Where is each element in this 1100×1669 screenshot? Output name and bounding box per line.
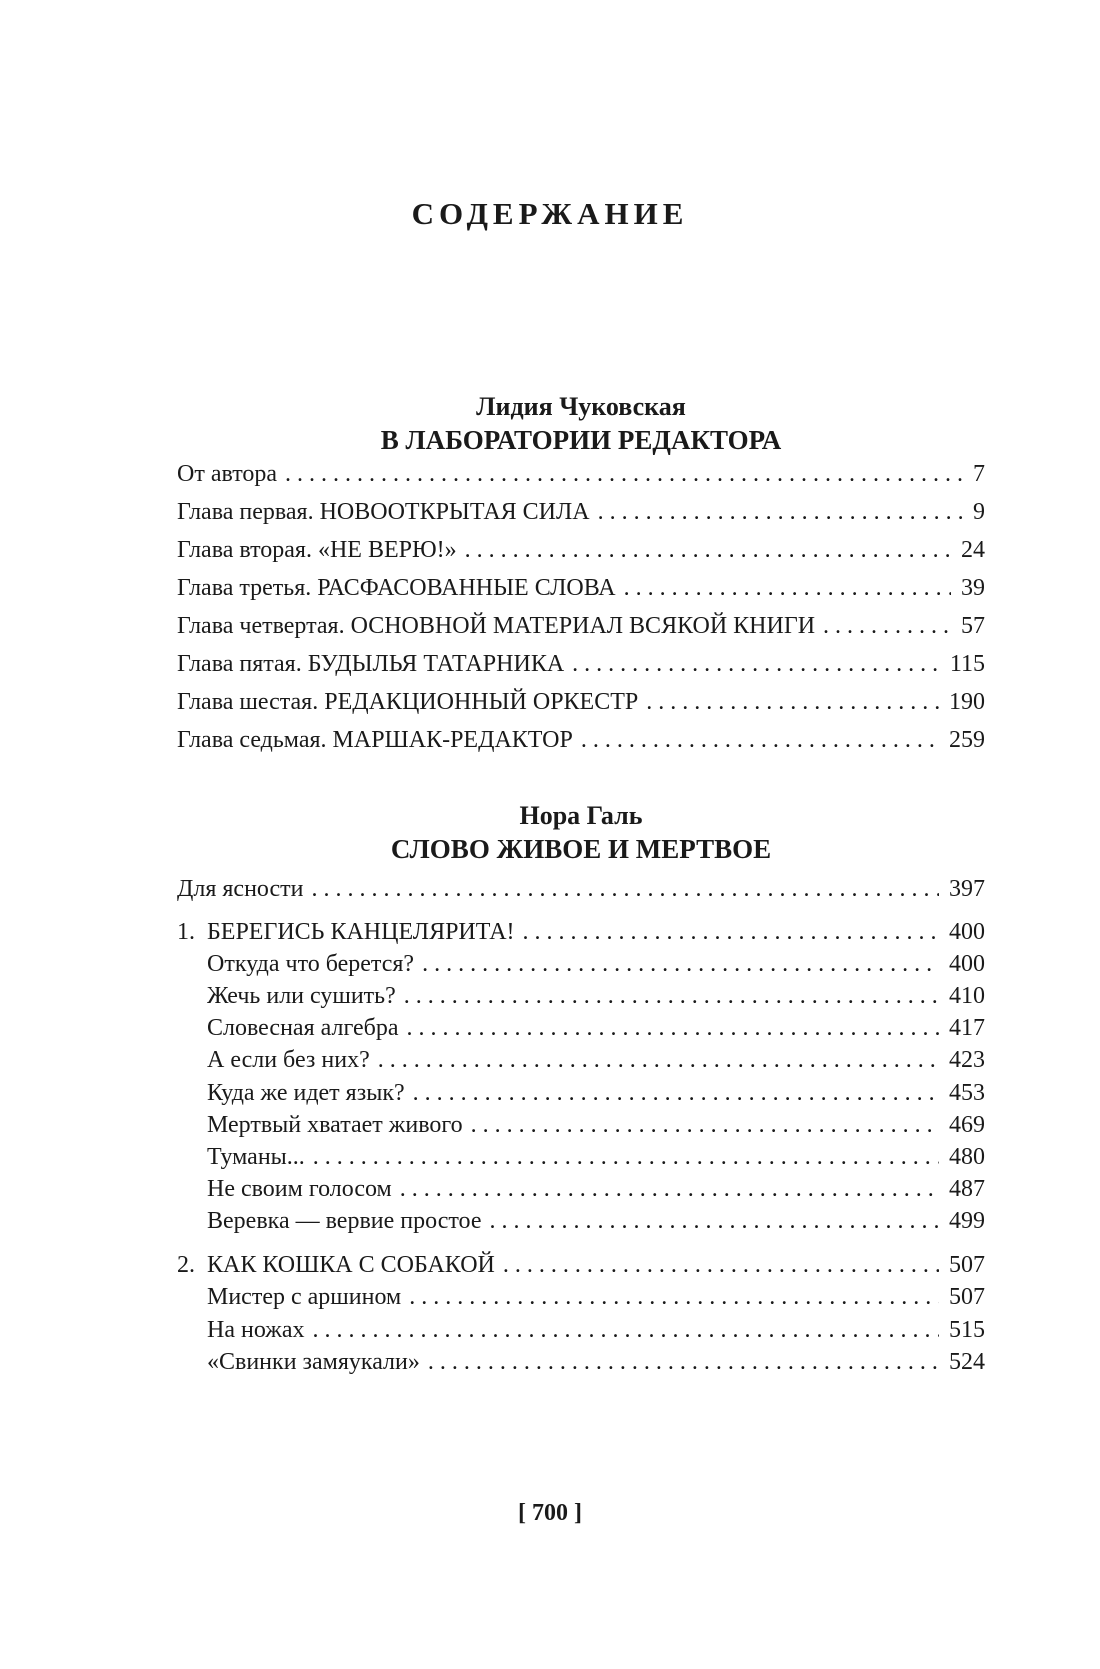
toc-leader-dots [523, 916, 939, 948]
toc-entry-page: 515 [949, 1317, 985, 1343]
toc-entry-page: 410 [949, 983, 985, 1009]
toc-entry[interactable] [177, 458, 985, 490]
toc-entry-page: 24 [961, 537, 985, 563]
toc-subentry[interactable] [207, 948, 985, 980]
toc-leader-dots [312, 1314, 939, 1346]
toc-subentry[interactable] [207, 1281, 985, 1313]
toc-leader-dots [409, 1281, 939, 1313]
toc-leader-dots [404, 980, 939, 1012]
toc-entry-label: Глава пятая. БУДЫЛЬЯ ТАТАРНИКА [177, 651, 565, 677]
toc-leader-dots [581, 724, 939, 756]
section-author: Нора Галь [519, 801, 643, 830]
toc-entry-label: Глава четвертая. ОСНОВНОЙ МАТЕРИАЛ ВСЯКОЙ КНИГИ [177, 613, 816, 639]
toc-subentry[interactable] [207, 1314, 985, 1346]
toc-entry-label: Глава третья. РАСФАСОВАННЫЕ СЛОВА [177, 575, 616, 601]
toc-entry[interactable] [177, 534, 985, 566]
toc-entry-label: Глава вторая. «НЕ ВЕРЮ!» [177, 537, 457, 563]
toc-leader-dots [400, 1173, 939, 1205]
toc-leader-dots [312, 873, 939, 905]
toc-entry-label: А если без них? [207, 1047, 370, 1073]
toc-entry-label: Куда же идет язык? [207, 1080, 405, 1106]
toc-leader-dots [428, 1346, 939, 1378]
toc-entry-label: «Свинки замяукали» [207, 1349, 420, 1375]
toc-leader-dots [503, 1249, 939, 1281]
section-chukovskaya [177, 392, 985, 753]
toc-entry[interactable] [177, 648, 985, 680]
toc-leader-dots [598, 496, 963, 528]
toc-leader-dots [378, 1044, 939, 1076]
toc-entry-label: Откуда что берется? [207, 951, 415, 977]
toc-entry-label: На ножах [207, 1317, 305, 1343]
section-nora-gal [177, 801, 985, 1375]
toc-chapter[interactable] [177, 1249, 985, 1281]
toc-entry[interactable] [177, 724, 985, 756]
page-title: СОДЕРЖАНИЕ [411, 196, 689, 231]
toc-chapter-number: 2. [177, 1252, 195, 1278]
toc-entry-label: Для ясности [177, 876, 304, 902]
toc-entry[interactable] [177, 610, 985, 642]
section-book-title: СЛОВО ЖИВОЕ И МЕРТВОЕ [390, 834, 772, 864]
toc-entry-page: 115 [949, 651, 985, 677]
toc-leader-dots [285, 458, 963, 490]
section-book-title: В ЛАБОРАТОРИИ РЕДАКТОРА [380, 425, 782, 455]
toc-entry-label: Глава шестая. РЕДАКЦИОННЫЙ ОРКЕСТР [177, 689, 639, 715]
toc-entry-page: 480 [949, 1144, 985, 1170]
toc-entry-page: 57 [961, 613, 985, 639]
toc-entry-page: 259 [949, 727, 985, 753]
toc-entry-label: Веревка — вервие простое [207, 1208, 482, 1234]
toc-entry-page: 453 [949, 1080, 985, 1106]
page-number: [ 700 ] [518, 1500, 582, 1526]
toc-entry-label: Жечь или сушить? [207, 983, 396, 1009]
toc-subentry[interactable] [207, 1173, 985, 1205]
toc-leader-dots [313, 1141, 939, 1173]
toc-entry-label: Не своим голосом [207, 1176, 392, 1202]
toc-leader-dots [646, 686, 939, 718]
toc-leader-dots [422, 948, 939, 980]
toc-subentry[interactable] [207, 1109, 985, 1141]
toc-entry-page: 499 [949, 1208, 985, 1234]
toc-subentry[interactable] [207, 1205, 985, 1237]
toc-leader-dots [471, 1109, 939, 1141]
toc-entry[interactable] [177, 873, 985, 905]
toc-subentry[interactable] [207, 1044, 985, 1076]
toc-entry-label: Глава первая. НОВООТКРЫТАЯ СИЛА [177, 499, 590, 525]
toc-chapter-number: 1. [177, 919, 195, 945]
toc-entry-label: Словесная алгебра [207, 1015, 399, 1041]
toc-entry-label: Туманы... [207, 1144, 305, 1170]
toc-subentry[interactable] [207, 1077, 985, 1109]
toc-entry-page: 9 [973, 499, 985, 525]
toc-entry-page: 190 [949, 689, 985, 715]
toc-leader-dots [572, 648, 940, 680]
toc-entry-page: 7 [973, 461, 985, 487]
toc-entry-page: 487 [949, 1176, 985, 1202]
toc-entry-label: Мертвый хватает живого [207, 1112, 463, 1138]
toc-entry-page: 397 [949, 876, 985, 902]
toc-entry-label: От автора [177, 461, 278, 487]
toc-leader-dots [407, 1012, 940, 1044]
toc-leader-dots [823, 610, 951, 642]
toc-entry-page: 524 [949, 1349, 985, 1375]
toc-subentry[interactable] [207, 1012, 985, 1044]
toc-leader-dots [413, 1077, 939, 1109]
toc-subentry[interactable] [207, 980, 985, 1012]
toc-entry-page: 400 [949, 951, 985, 977]
toc-entry-label: Мистер с аршином [207, 1284, 402, 1310]
toc-subentry[interactable] [207, 1346, 985, 1378]
toc-leader-dots [489, 1205, 939, 1237]
toc-entry[interactable] [177, 686, 985, 718]
toc-entry[interactable] [177, 572, 985, 604]
toc-entry-page: 507 [949, 1252, 985, 1278]
toc-leader-dots [465, 534, 951, 566]
toc-entry-label: КАК КОШКА С СОБАКОЙ [207, 1252, 495, 1278]
toc-entry-page: 507 [949, 1284, 985, 1310]
toc-subentry[interactable] [207, 1141, 985, 1173]
toc-entry[interactable] [177, 496, 985, 528]
toc-entry-page: 423 [949, 1047, 985, 1073]
toc-leader-dots [624, 572, 951, 604]
toc-entry-page: 417 [949, 1015, 985, 1041]
section-author: Лидия Чуковская [476, 392, 686, 421]
toc-entry-page: 39 [961, 575, 985, 601]
toc-chapter[interactable] [177, 916, 985, 948]
toc-entry-page: 469 [949, 1112, 985, 1138]
toc-entry-label: БЕРЕГИСЬ КАНЦЕЛЯРИТА! [207, 919, 515, 945]
toc-entry-page: 400 [949, 919, 985, 945]
toc-entry-label: Глава седьмая. МАРШАК-РЕДАКТОР [177, 727, 573, 753]
